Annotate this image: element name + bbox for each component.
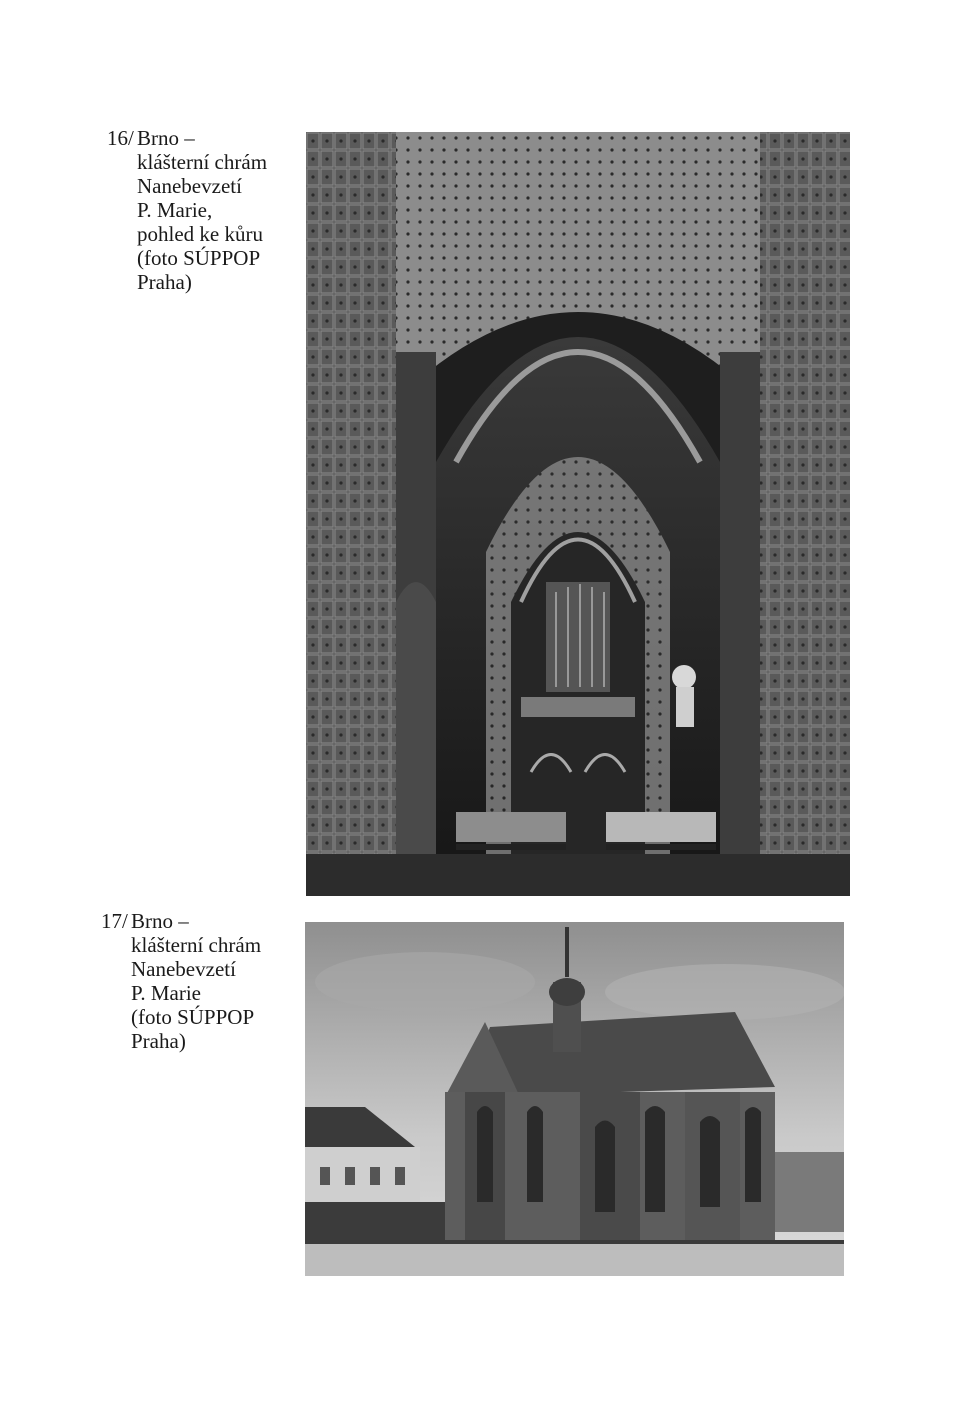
- caption-line: Brno –: [131, 909, 189, 933]
- figure-17-caption: [101, 909, 262, 1053]
- caption-line: Brno –: [137, 126, 195, 150]
- caption-line: Nanebevzetí: [137, 174, 242, 198]
- caption-line: (foto SÚPPOP: [131, 1005, 255, 1029]
- figure-17-number: 17/: [101, 909, 128, 933]
- caption-line: Nanebevzetí: [131, 957, 236, 981]
- caption-line: Praha): [137, 270, 192, 294]
- church-interior-photo: [306, 132, 850, 896]
- caption-line: pohled ke kůru: [137, 222, 263, 246]
- figure-16-caption: [107, 126, 268, 294]
- church-exterior-photo: [305, 922, 844, 1276]
- caption-line: Praha): [131, 1029, 186, 1053]
- church-exterior-illustration: [305, 922, 844, 1276]
- caption-line: klášterní chrám: [131, 933, 262, 957]
- figure-16-number: 16/: [107, 126, 134, 150]
- caption-line: (foto SÚPPOP: [137, 246, 261, 270]
- caption-line: klášterní chrám: [137, 150, 268, 174]
- caption-line: P. Marie,: [137, 198, 213, 222]
- caption-line: P. Marie: [131, 981, 201, 1005]
- church-interior-illustration: [306, 132, 850, 896]
